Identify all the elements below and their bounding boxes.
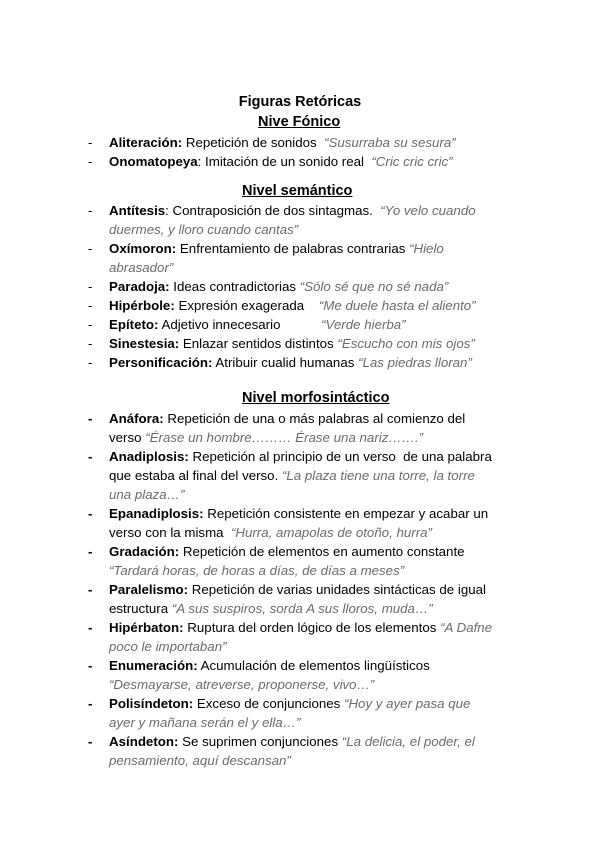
bullet-dash: - — [88, 298, 93, 313]
bullet-dash: - — [88, 411, 93, 426]
list-item — [0, 732, 499, 770]
section-heading-semantico: Nivel semántico — [242, 183, 353, 199]
figure-term: Personificación: — [109, 355, 213, 370]
figure-term: Oxímoron: — [109, 241, 177, 256]
figure-example: “Escucho con mis ojos” — [337, 336, 475, 351]
list-item — [0, 334, 499, 353]
figure-term: Hipérbaton: — [109, 620, 184, 635]
figure-definition: Acumulación de elementos lingüísticos — [197, 658, 434, 673]
list-item — [0, 296, 499, 315]
figure-example: “Me duele hasta el aliento” — [318, 298, 476, 313]
figure-term: Hipérbole: — [109, 298, 175, 313]
figure-example: “Susurraba su sesura” — [324, 135, 456, 150]
bullet-dash: - — [88, 696, 93, 711]
list-item — [0, 239, 499, 277]
list-item — [0, 656, 499, 694]
figure-definition: Enlazar sentidos distintos — [179, 336, 338, 351]
list-item — [0, 618, 499, 656]
list-item — [0, 277, 499, 296]
figure-term: Epanadiplosis: — [109, 506, 204, 521]
list-item — [0, 409, 499, 447]
figure-definition: Repetición de sonidos — [182, 135, 325, 150]
list-item — [0, 542, 499, 580]
figure-example: “Tardará horas, de horas a días, de días a meses” — [109, 563, 405, 578]
list-item — [0, 133, 499, 152]
bullet-dash: - — [88, 506, 93, 521]
figure-example: “Hielo abrasador” — [109, 241, 444, 275]
bullet-dash: - — [88, 154, 93, 169]
bullet-dash: - — [88, 317, 93, 332]
figure-example: “Cric cric cric” — [371, 154, 453, 169]
figure-definition: : Contraposición de dos sintagmas. — [165, 203, 381, 218]
figure-example: “Sólo sé que no sé nada” — [299, 279, 449, 294]
figure-list-fonico — [0, 133, 499, 171]
figure-definition: Repetición consistente en empezar y acabar un verso con la misma — [109, 506, 492, 540]
bullet-dash: - — [88, 582, 93, 597]
figure-example: “Yo velo cuando duermes, y lloro cuando cantas” — [109, 203, 476, 237]
figure-definition: Repetición de elementos en aumento constante — [179, 544, 469, 559]
figure-example: “Desmayarse, atreverse, proponerse, vivo…” — [109, 677, 375, 692]
figure-definition: : Imitación de un sonido real — [197, 154, 372, 169]
figure-term: Onomatopeya — [109, 154, 198, 169]
section-heading-morfosintactico: Nivel morfosintáctico — [242, 390, 390, 406]
figure-term: Gradación: — [109, 544, 180, 559]
figure-definition: Ruptura del orden lógico de los elementos — [183, 620, 441, 635]
figure-example: “Las piedras lloran” — [358, 355, 472, 370]
list-item — [0, 201, 499, 239]
figure-definition: Enfrentamiento de palabras contrarias — [176, 241, 410, 256]
bullet-dash: - — [88, 658, 93, 673]
bullet-dash: - — [88, 336, 93, 351]
figure-term: Epíteto: — [109, 317, 159, 332]
figure-list-semantico — [0, 201, 499, 372]
figure-definition: Exceso de conjunciones — [193, 696, 345, 711]
figure-term: Antítesis — [109, 203, 166, 218]
figure-definition: Repetición de una o más palabras al comienzo del verso — [109, 411, 469, 445]
figure-example: “Érase un hombre……… Érase una nariz…….” — [145, 430, 424, 445]
list-item — [0, 504, 499, 542]
figure-term: Anadiplosis: — [109, 449, 189, 464]
figure-list-morfosintactico — [0, 409, 499, 770]
figure-term: Aliteración: — [109, 135, 183, 150]
figure-term: Asíndeton: — [109, 734, 179, 749]
bullet-dash: - — [88, 544, 93, 559]
figure-example: “Verde hierba” — [321, 317, 406, 332]
list-item — [0, 315, 499, 334]
figure-definition: Adjetivo innecesario — [158, 317, 322, 332]
list-item — [0, 447, 499, 504]
bullet-dash: - — [88, 620, 93, 635]
figure-term: Anáfora: — [109, 411, 164, 426]
list-item — [0, 152, 499, 171]
figure-example: “A sus suspiros, sorda A sus lloros, muda…” — [171, 601, 433, 616]
list-item — [0, 694, 499, 732]
figure-example: “A Dafne poco le importaban” — [109, 620, 493, 654]
figure-term: Sinestesia: — [109, 336, 180, 351]
figure-example: “Hoy y ayer pasa que ayer y mañana serán el y ella…” — [109, 696, 471, 730]
bullet-dash: - — [88, 279, 93, 294]
figure-example: “La delicia, el poder, el pensamiento, aquí descansan” — [109, 734, 475, 768]
bullet-dash: - — [88, 355, 93, 370]
figure-definition: Repetición al principio de un verso de una palabra que estaba al final del verso. — [109, 449, 496, 483]
figure-definition: Expresión exagerada — [174, 298, 319, 313]
bullet-dash: - — [88, 203, 93, 218]
list-item — [0, 580, 499, 618]
figure-term: Enumeración: — [109, 658, 198, 673]
figure-example: “Hurra, amapolas de otoño, hurra” — [230, 525, 432, 540]
figure-term: Paralelismo: — [109, 582, 189, 597]
document-title: Figuras Retóricas — [238, 94, 362, 110]
bullet-dash: - — [88, 449, 93, 464]
bullet-dash: - — [88, 734, 93, 749]
section-heading-fonico: Nive Fónico — [258, 114, 341, 130]
figure-definition: Ideas contradictorias — [169, 279, 300, 294]
bullet-dash: - — [88, 135, 93, 150]
list-item — [0, 353, 499, 372]
figure-definition: Atribuir cualid humanas — [212, 355, 359, 370]
figure-term: Polisíndeton: — [109, 696, 194, 711]
figure-term: Paradoja: — [109, 279, 170, 294]
figure-definition: Repetición de varias unidades sintácticas de igual estructura — [109, 582, 490, 616]
bullet-dash: - — [88, 241, 93, 256]
figure-example: “La plaza tiene una torre, la torre una plaza…” — [109, 468, 475, 502]
figure-definition: Se suprimen conjunciones — [178, 734, 342, 749]
